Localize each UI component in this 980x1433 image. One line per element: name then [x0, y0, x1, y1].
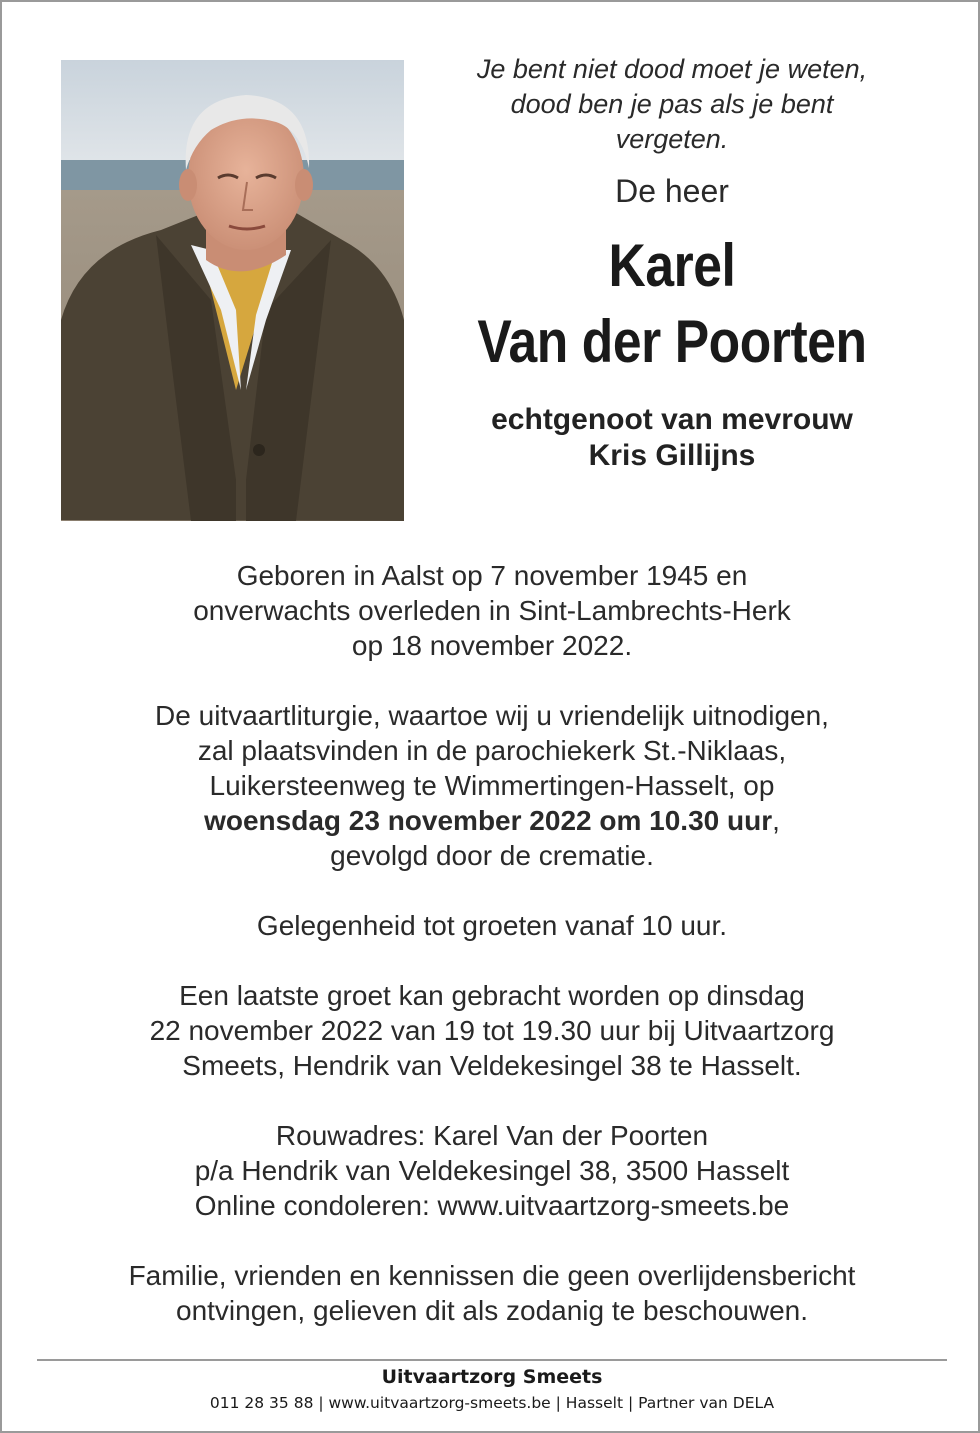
last-greeting-paragraph — [32, 978, 952, 1083]
first-name: Karel — [608, 232, 736, 299]
birth-death-paragraph — [32, 558, 952, 663]
condolence-link[interactable]: Online condoleren: www.uitvaartzorg-smeets.be — [194, 1190, 790, 1221]
funeral-paragraph — [32, 698, 952, 873]
spouse-name: Kris Gillijns — [588, 439, 756, 472]
header-block — [422, 52, 922, 474]
text-line: ontvingen, gelieven dit als zodanig te beschouwen. — [176, 1295, 808, 1326]
address-paragraph — [32, 1118, 952, 1223]
portrait-illustration — [61, 60, 404, 521]
text-line: Een laatste groet kan gebracht worden op dinsdag — [179, 980, 805, 1011]
text-line: Geboren in Aalst op 7 november 1945 en — [236, 560, 748, 591]
last-name: Van der Poorten — [477, 308, 867, 375]
text-line: Gelegenheid tot groeten vanaf 10 uur. — [256, 910, 728, 941]
text-line: 22 november 2022 van 19 tot 19.30 uur bij Uitvaartzorg — [149, 1015, 835, 1046]
text-line: onverwachts overleden in Sint-Lambrechts-Herk — [193, 595, 791, 626]
footer — [2, 1364, 980, 1414]
footer-divider — [37, 1359, 947, 1361]
funeral-date-line — [32, 803, 952, 838]
honorific: De heer — [615, 173, 729, 209]
spouse-relation: echtgenoot van mevrouw — [491, 403, 853, 436]
portrait-photo — [61, 60, 404, 521]
deceased-name — [457, 228, 887, 380]
funeral-company-name: Uitvaartzorg Smeets — [381, 1366, 603, 1388]
text-line: De uitvaartliturgie, waartoe wij u vriendelijk uitnodigen, — [155, 700, 829, 731]
text-line: gevolgd door de crematie. — [330, 840, 654, 871]
funeral-company-contact: 011 28 35 88 | www.uitvaartzorg-smeets.be | Hasselt | Partner van DELA — [209, 1394, 775, 1412]
text-line: Smeets, Hendrik van Veldekesingel 38 te Hasselt. — [182, 1050, 802, 1081]
text-line: zal plaatsvinden in de parochiekerk St.-Niklaas, — [197, 735, 787, 766]
obituary-body — [32, 558, 952, 1328]
funeral-date-suffix: , — [772, 805, 780, 836]
family-paragraph — [32, 1258, 952, 1328]
spouse-info — [422, 402, 922, 474]
quote-line: dood ben je pas als je bent — [510, 89, 834, 119]
text-line: Familie, vrienden en kennissen die geen overlijdensbericht — [128, 1260, 856, 1291]
quote-line: vergeten. — [615, 124, 729, 154]
funeral-date: woensdag 23 november 2022 om 10.30 uur — [204, 805, 773, 836]
text-line: p/a Hendrik van Veldekesingel 38, 3500 Hasselt — [194, 1155, 790, 1186]
memorial-quote — [422, 52, 922, 157]
text-line: op 18 november 2022. — [351, 630, 633, 661]
quote-line: Je bent niet dood moet je weten, — [476, 54, 868, 84]
greeting-paragraph — [32, 908, 952, 943]
text-line: Rouwadres: Karel Van der Poorten — [275, 1120, 709, 1151]
text-line: Luikersteenweg te Wimmertingen-Hasselt, op — [209, 770, 775, 801]
